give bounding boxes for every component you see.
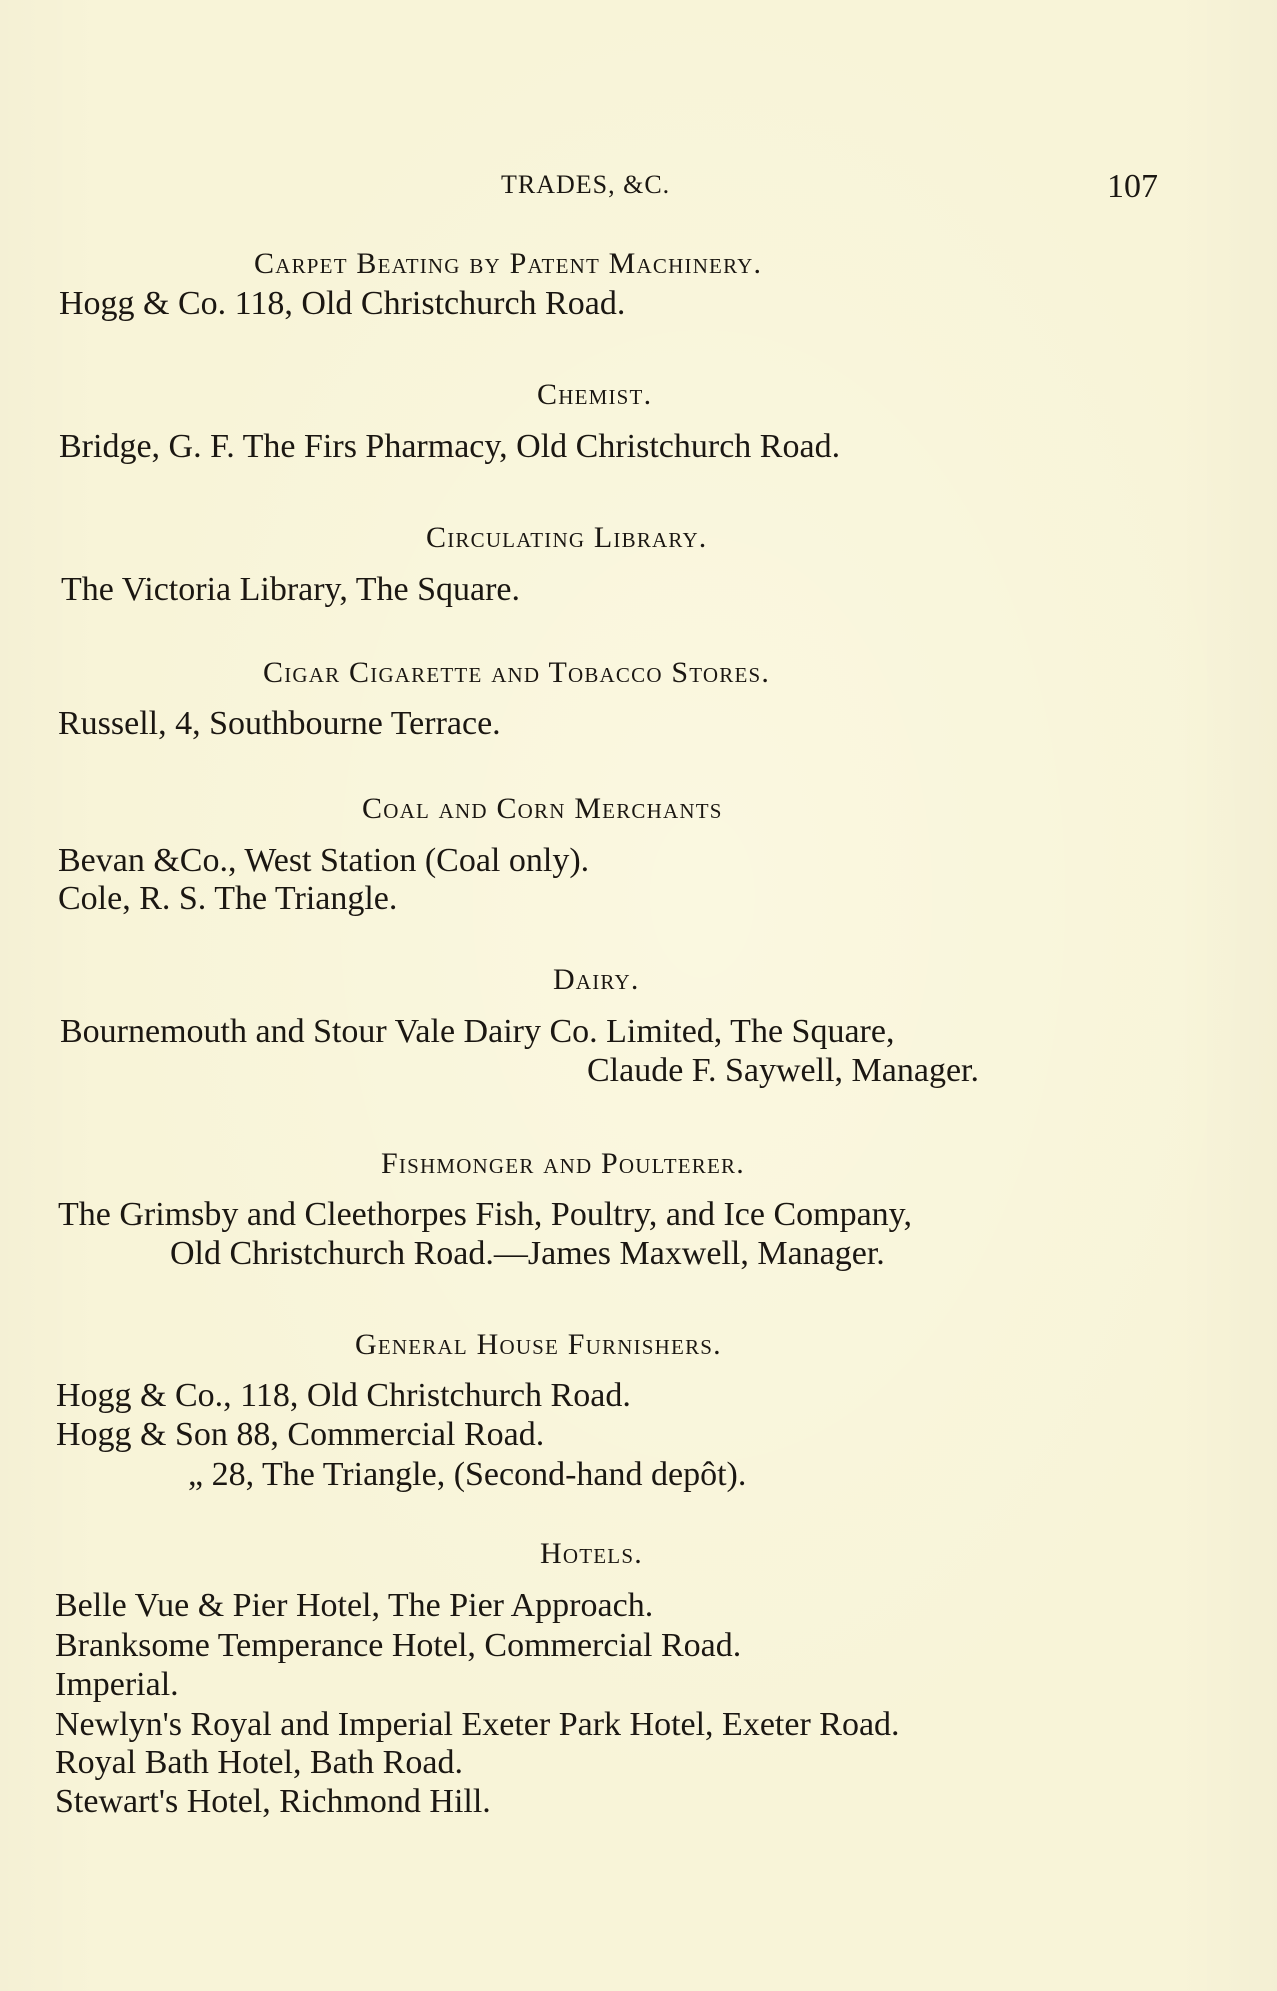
heading-text: General House Furnishers. <box>355 1328 722 1361</box>
directory-entry: The Grimsby and Cleethorpes Fish, Poultry, and Ice Company, <box>58 1196 912 1233</box>
section-heading <box>55 789 1185 829</box>
heading-text: Carpet Beating by Patent Machinery. <box>254 247 763 280</box>
section-hotels <box>55 1534 1185 1820</box>
section-heading <box>55 653 1185 693</box>
heading-text: Dairy. <box>553 963 640 996</box>
page-header <box>0 168 1277 208</box>
directory-entry: Cole, R. S. The Triangle. <box>58 880 398 917</box>
directory-entry: Imperial. <box>55 1666 179 1703</box>
heading-text: Fishmonger and Poulterer. <box>381 1147 745 1180</box>
directory-entry: Newlyn's Royal and Imperial Exeter Park Hotel, Exeter Road. <box>55 1706 900 1743</box>
section-heading <box>55 375 1185 415</box>
heading-text: Chemist. <box>537 378 653 411</box>
directory-entry: The Victoria Library, The Square. <box>61 571 520 608</box>
directory-entry: Bevan &Co., West Station (Coal only). <box>58 842 590 879</box>
section-heading <box>55 244 1185 284</box>
directory-entry: Russell, 4, Southbourne Terrace. <box>58 705 501 742</box>
directory-entry: Royal Bath Hotel, Bath Road. <box>55 1744 463 1781</box>
directory-entry: „ 28, The Triangle, (Second-hand depôt). <box>188 1456 747 1493</box>
page-number: 107 <box>1107 168 1158 205</box>
directory-entry: Stewart's Hotel, Richmond Hill. <box>55 1783 491 1820</box>
directory-entry: Hogg & Co. 118, Old Christchurch Road. <box>59 285 626 322</box>
heading-text: Cigar Cigarette and Tobacco Stores. <box>263 656 771 689</box>
directory-entry: Hogg & Son 88, Commercial Road. <box>56 1416 545 1453</box>
section-general-house-furnishers <box>55 1325 1185 1493</box>
section-cigar-stores <box>55 653 1185 742</box>
directory-entry: Old Christchurch Road.—James Maxwell, Manager. <box>170 1235 885 1272</box>
section-heading <box>55 1325 1185 1365</box>
section-chemist <box>55 375 1185 465</box>
section-circulating-library <box>55 518 1185 608</box>
section-heading <box>55 1534 1185 1574</box>
directory-entry: Claude F. Saywell, Manager. <box>587 1052 979 1089</box>
directory-entry: Bridge, G. F. The Firs Pharmacy, Old Christchurch Road. <box>59 428 841 465</box>
directory-entry: Bournemouth and Stour Vale Dairy Co. Limited, The Square, <box>60 1013 895 1050</box>
section-heading <box>55 960 1185 1000</box>
section-dairy <box>55 960 1185 1089</box>
section-heading <box>55 1144 1185 1184</box>
section-fishmonger <box>55 1144 1185 1272</box>
running-head: TRADES, &C. <box>501 170 671 199</box>
directory-entry: Branksome Temperance Hotel, Commercial Road. <box>55 1627 742 1664</box>
heading-text: Coal and Corn Merchants <box>362 792 723 825</box>
heading-text: Hotels. <box>540 1537 643 1570</box>
heading-text: Circulating Library. <box>426 521 708 554</box>
directory-entry: Belle Vue & Pier Hotel, The Pier Approach. <box>55 1587 654 1624</box>
section-coal-corn <box>55 789 1185 917</box>
directory-entry: Hogg & Co., 118, Old Christchurch Road. <box>56 1377 631 1414</box>
section-carpet-beating <box>55 244 1185 322</box>
section-heading <box>55 518 1185 558</box>
